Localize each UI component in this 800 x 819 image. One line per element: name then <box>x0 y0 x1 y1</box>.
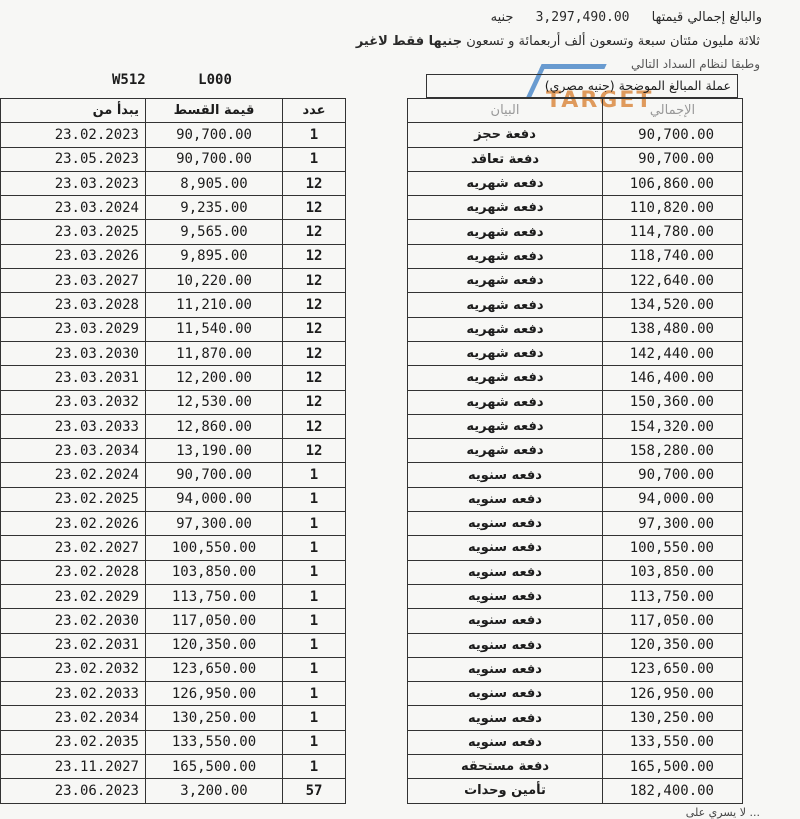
table-row <box>1 463 743 487</box>
cell-amount: 11,210.00 <box>146 293 283 317</box>
cell-count: 1 <box>283 609 346 633</box>
cell-description: دفعة حجز <box>408 123 603 147</box>
cell-start: 23.02.2025 <box>1 487 146 511</box>
table-row <box>1 755 743 779</box>
cell-count: 1 <box>283 536 346 560</box>
cell-total: 123,650.00 <box>603 657 743 681</box>
cell-start: 23.03.2023 <box>1 171 146 195</box>
cell-count: 57 <box>283 779 346 803</box>
cell-count: 1 <box>283 633 346 657</box>
table-row <box>1 730 743 754</box>
cell-amount: 120,350.00 <box>146 633 283 657</box>
cell-start: 23.02.2029 <box>1 584 146 608</box>
table-gap <box>346 439 408 463</box>
table-row <box>1 560 743 584</box>
cell-amount: 3,200.00 <box>146 779 283 803</box>
table-gap <box>346 560 408 584</box>
cell-total: 103,850.00 <box>603 560 743 584</box>
table-gap <box>346 779 408 803</box>
table-gap <box>346 366 408 390</box>
cell-count: 1 <box>283 463 346 487</box>
table-row <box>1 584 743 608</box>
cell-count: 12 <box>283 293 346 317</box>
table-gap <box>346 512 408 536</box>
table-gap <box>346 99 408 123</box>
cell-start: 23.11.2027 <box>1 755 146 779</box>
total-label: والبالغ إجمالي قيمتها <box>651 10 762 25</box>
cell-start: 23.03.2034 <box>1 439 146 463</box>
cell-count: 12 <box>283 220 346 244</box>
payment-schedule-table <box>0 98 743 804</box>
table-gap <box>346 633 408 657</box>
cell-total: 182,400.00 <box>603 779 743 803</box>
cell-description: دفعه شهريه <box>408 269 603 293</box>
cell-amount: 90,700.00 <box>146 147 283 171</box>
cell-total: 154,320.00 <box>603 414 743 438</box>
cell-count: 1 <box>283 755 346 779</box>
table-row <box>1 293 743 317</box>
table-row <box>1 317 743 341</box>
cell-description: دفعه سنويه <box>408 487 603 511</box>
cell-total: 150,360.00 <box>603 390 743 414</box>
cell-count: 12 <box>283 414 346 438</box>
table-gap <box>346 463 408 487</box>
cell-amount: 113,750.00 <box>146 584 283 608</box>
table-row <box>1 439 743 463</box>
cell-amount: 165,500.00 <box>146 755 283 779</box>
col-header-total: الإجمالي <box>603 99 743 123</box>
table-row <box>1 147 743 171</box>
total-amount-line <box>491 10 762 25</box>
cell-count: 12 <box>283 171 346 195</box>
cell-start: 23.03.2025 <box>1 220 146 244</box>
cell-amount: 12,530.00 <box>146 390 283 414</box>
cell-description: دفعه شهريه <box>408 171 603 195</box>
cell-count: 1 <box>283 560 346 584</box>
cell-amount: 133,550.00 <box>146 730 283 754</box>
table-row <box>1 633 743 657</box>
cell-amount: 9,565.00 <box>146 220 283 244</box>
cell-start: 23.03.2032 <box>1 390 146 414</box>
unit-codes <box>112 72 276 88</box>
cell-description: دفعه سنويه <box>408 463 603 487</box>
cell-start: 23.02.2023 <box>1 123 146 147</box>
cell-amount: 97,300.00 <box>146 512 283 536</box>
cell-start: 23.05.2023 <box>1 147 146 171</box>
cell-amount: 90,700.00 <box>146 123 283 147</box>
cell-description: دفعه سنويه <box>408 706 603 730</box>
amount-words: ثلاثة مليون مئتان سبعة وتسعون ألف أربعمائة و تسعون <box>466 34 760 49</box>
cell-count: 12 <box>283 439 346 463</box>
cell-total: 97,300.00 <box>603 512 743 536</box>
cell-start: 23.03.2027 <box>1 269 146 293</box>
cell-description: دفعة تعاقد <box>408 147 603 171</box>
table-row <box>1 609 743 633</box>
cell-start: 23.03.2033 <box>1 414 146 438</box>
table-row <box>1 682 743 706</box>
cell-description: دفعه شهريه <box>408 220 603 244</box>
table-gap <box>346 341 408 365</box>
cell-total: 94,000.00 <box>603 487 743 511</box>
table-row <box>1 536 743 560</box>
cell-count: 1 <box>283 147 346 171</box>
table-gap <box>346 584 408 608</box>
table-gap <box>346 755 408 779</box>
cell-count: 1 <box>283 487 346 511</box>
cell-start: 23.03.2024 <box>1 196 146 220</box>
cell-amount: 12,860.00 <box>146 414 283 438</box>
table-row <box>1 341 743 365</box>
cell-description: دفعه سنويه <box>408 633 603 657</box>
table-row <box>1 196 743 220</box>
table-gap <box>346 244 408 268</box>
table-row <box>1 366 743 390</box>
cell-total: 100,550.00 <box>603 536 743 560</box>
table-gap <box>346 730 408 754</box>
cell-amount: 94,000.00 <box>146 487 283 511</box>
cell-amount: 103,850.00 <box>146 560 283 584</box>
table-row <box>1 657 743 681</box>
cell-start: 23.02.2028 <box>1 560 146 584</box>
total-currency: جنيه <box>490 10 514 25</box>
cell-total: 90,700.00 <box>603 463 743 487</box>
cell-description: دفعه شهريه <box>408 244 603 268</box>
cell-total: 90,700.00 <box>603 123 743 147</box>
cell-total: 117,050.00 <box>603 609 743 633</box>
cell-description: دفعه شهريه <box>408 341 603 365</box>
cell-start: 23.06.2023 <box>1 779 146 803</box>
table-row <box>1 487 743 511</box>
cell-description: دفعه سنويه <box>408 536 603 560</box>
cell-start: 23.03.2029 <box>1 317 146 341</box>
table-gap <box>346 706 408 730</box>
table-gap <box>346 293 408 317</box>
cell-start: 23.02.2034 <box>1 706 146 730</box>
table-gap <box>346 147 408 171</box>
table-gap <box>346 657 408 681</box>
cell-description: دفعه شهريه <box>408 390 603 414</box>
cell-description: دفعه شهريه <box>408 293 603 317</box>
cell-start: 23.03.2026 <box>1 244 146 268</box>
cell-total: 130,250.00 <box>603 706 743 730</box>
cell-description: دفعه سنويه <box>408 682 603 706</box>
col-header-count: عدد <box>283 99 346 123</box>
cell-description: دفعه سنويه <box>408 512 603 536</box>
cell-amount: 9,235.00 <box>146 196 283 220</box>
cell-start: 23.02.2024 <box>1 463 146 487</box>
cell-count: 12 <box>283 317 346 341</box>
table-gap <box>346 390 408 414</box>
cell-amount: 11,870.00 <box>146 341 283 365</box>
amount-words-suffix: جنيها فقط لاغير <box>355 34 463 49</box>
cell-amount: 13,190.00 <box>146 439 283 463</box>
cell-total: 138,480.00 <box>603 317 743 341</box>
cell-total: 114,780.00 <box>603 220 743 244</box>
table-gap <box>346 317 408 341</box>
cell-start: 23.02.2030 <box>1 609 146 633</box>
table-gap <box>346 220 408 244</box>
cell-start: 23.02.2035 <box>1 730 146 754</box>
cell-description: تأمين وحدات <box>408 779 603 803</box>
building-code: W512 <box>112 72 146 88</box>
cell-total: 133,550.00 <box>603 730 743 754</box>
cell-count: 12 <box>283 366 346 390</box>
cell-total: 142,440.00 <box>603 341 743 365</box>
logo-text: TARGET <box>546 88 654 113</box>
cell-count: 12 <box>283 244 346 268</box>
footer-text: لا يسري على ... <box>685 806 760 819</box>
cell-start: 23.02.2032 <box>1 657 146 681</box>
table-gap <box>346 536 408 560</box>
cell-description: دفعه شهريه <box>408 439 603 463</box>
cell-description: دفعه شهريه <box>408 414 603 438</box>
cell-count: 1 <box>283 682 346 706</box>
cell-total: 110,820.00 <box>603 196 743 220</box>
cell-amount: 8,905.00 <box>146 171 283 195</box>
cell-description: دفعه شهريه <box>408 196 603 220</box>
cell-amount: 126,950.00 <box>146 682 283 706</box>
cell-amount: 10,220.00 <box>146 269 283 293</box>
currency-note: عملة المبالغ الموضحة (جنيه مصري) <box>426 74 738 98</box>
table-row <box>1 706 743 730</box>
cell-amount: 12,200.00 <box>146 366 283 390</box>
table-gap <box>346 609 408 633</box>
cell-start: 23.02.2031 <box>1 633 146 657</box>
cell-total: 165,500.00 <box>603 755 743 779</box>
cell-count: 12 <box>283 196 346 220</box>
cell-description: دفعه سنويه <box>408 657 603 681</box>
col-header-start: يبدأ من <box>1 99 146 123</box>
table-row <box>1 390 743 414</box>
cell-start: 23.02.2027 <box>1 536 146 560</box>
cell-total: 120,350.00 <box>603 633 743 657</box>
col-header-description: البيان <box>408 99 603 123</box>
table-row <box>1 123 743 147</box>
table-gap <box>346 682 408 706</box>
total-amount: 3,297,490.00 <box>535 10 630 25</box>
cell-total: 134,520.00 <box>603 293 743 317</box>
table-row <box>1 220 743 244</box>
cell-count: 12 <box>283 341 346 365</box>
cell-count: 1 <box>283 730 346 754</box>
cell-amount: 90,700.00 <box>146 463 283 487</box>
cell-count: 1 <box>283 512 346 536</box>
cell-description: دفعه شهريه <box>408 317 603 341</box>
cell-count: 12 <box>283 390 346 414</box>
cell-start: 23.03.2030 <box>1 341 146 365</box>
amount-in-words-line <box>342 34 760 49</box>
cell-description: دفعه سنويه <box>408 560 603 584</box>
terms-line: وطبقا لنظام السداد التالي <box>631 57 760 71</box>
cell-total: 106,860.00 <box>603 171 743 195</box>
cell-count: 12 <box>283 269 346 293</box>
cell-amount: 123,650.00 <box>146 657 283 681</box>
cell-total: 126,950.00 <box>603 682 743 706</box>
table-gap <box>346 487 408 511</box>
table-row <box>1 414 743 438</box>
cell-count: 1 <box>283 123 346 147</box>
cell-amount: 100,550.00 <box>146 536 283 560</box>
table-header-row <box>1 99 743 123</box>
table-row <box>1 779 743 803</box>
table-row <box>1 512 743 536</box>
cell-start: 23.02.2033 <box>1 682 146 706</box>
cell-description: دفعه سنويه <box>408 584 603 608</box>
cell-total: 158,280.00 <box>603 439 743 463</box>
table-row <box>1 244 743 268</box>
cell-amount: 117,050.00 <box>146 609 283 633</box>
cell-amount: 130,250.00 <box>146 706 283 730</box>
cell-description: دفعه سنويه <box>408 609 603 633</box>
cell-description: دفعة مستحقه <box>408 755 603 779</box>
cell-total: 118,740.00 <box>603 244 743 268</box>
cell-count: 1 <box>283 584 346 608</box>
cell-total: 146,400.00 <box>603 366 743 390</box>
cell-description: دفعه شهريه <box>408 366 603 390</box>
table-gap <box>346 269 408 293</box>
cell-start: 23.02.2026 <box>1 512 146 536</box>
cell-amount: 11,540.00 <box>146 317 283 341</box>
cell-start: 23.03.2031 <box>1 366 146 390</box>
table-row <box>1 269 743 293</box>
cell-total: 113,750.00 <box>603 584 743 608</box>
table-gap <box>346 414 408 438</box>
table-gap <box>346 171 408 195</box>
table-gap <box>346 196 408 220</box>
cell-count: 1 <box>283 706 346 730</box>
col-header-amount: قيمة القسط <box>146 99 283 123</box>
cell-total: 90,700.00 <box>603 147 743 171</box>
unit-code: L000 <box>198 72 232 88</box>
table-row <box>1 171 743 195</box>
cell-count: 1 <box>283 657 346 681</box>
cell-total: 122,640.00 <box>603 269 743 293</box>
table-gap <box>346 123 408 147</box>
cell-amount: 9,895.00 <box>146 244 283 268</box>
cell-description: دفعه سنويه <box>408 730 603 754</box>
cell-start: 23.03.2028 <box>1 293 146 317</box>
